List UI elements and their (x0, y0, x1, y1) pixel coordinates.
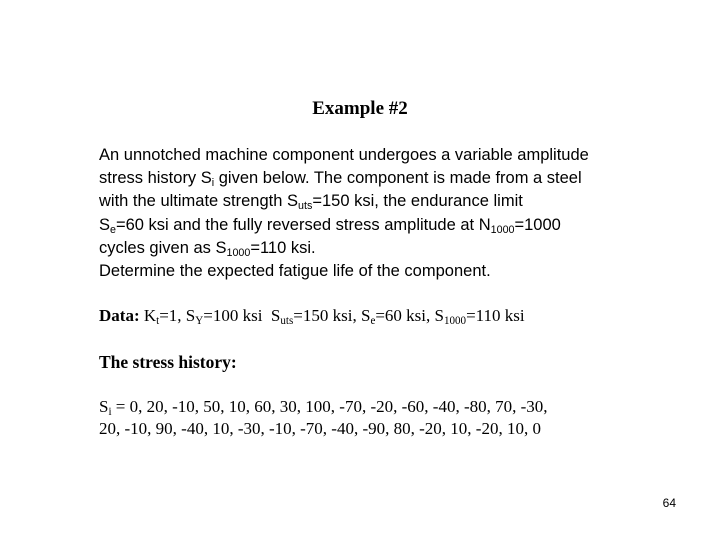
text-run: S (99, 397, 109, 416)
text-run: K (143, 306, 157, 325)
subscript: t (156, 315, 160, 327)
problem-line-1: An unnotched machine component undergoes a variable amplitude (99, 146, 589, 164)
subscript: i (108, 406, 112, 418)
problem-line-3 (99, 190, 659, 213)
text-run: =110 ksi. (250, 238, 316, 257)
stress-history-line-1 (99, 396, 548, 418)
text-run: stress history S (99, 169, 212, 188)
text-run: =100 ksi S (203, 306, 281, 325)
problem-line-6: Determine the expected fatigue life of the component. (99, 262, 491, 281)
text-run: S (99, 215, 111, 234)
stress-history-heading: The stress history: (99, 352, 237, 372)
text-run: =1000 (514, 215, 561, 234)
subscript: e (110, 223, 116, 236)
data-line (99, 306, 525, 326)
text-run: =110 ksi (466, 306, 525, 325)
subscript: Y (195, 315, 204, 327)
text-run: cycles given as S (99, 238, 227, 257)
subscript: 1000 (226, 246, 251, 259)
subscript: e (370, 315, 376, 327)
data-label: Data: (99, 306, 140, 325)
stress-history-values (99, 396, 548, 440)
text-run: given below. The component is made from a steel (214, 169, 582, 188)
problem-line-4 (99, 214, 659, 237)
text-run: = 0, 20, -10, 50, 10, 60, 30, 100, -70, -20, -60, -40, -80, 70, -30, (111, 397, 548, 416)
subscript: i (211, 177, 215, 190)
slide-title: Example #2 (312, 98, 408, 119)
subscript: uts (298, 200, 313, 213)
text-run: =150 ksi, S (293, 306, 371, 325)
text-run: with the ultimate strength S (99, 192, 299, 211)
text-run: =60 ksi and the fully reversed stress amplitude at N (115, 215, 491, 234)
page-number: 64 (662, 496, 676, 510)
problem-statement (99, 144, 659, 283)
text-run: =1, S (159, 306, 196, 325)
subscript: 1000 (490, 223, 515, 236)
problem-line-2 (99, 167, 659, 190)
subscript: uts (280, 315, 294, 327)
problem-line-5 (99, 237, 659, 260)
text-run: =150 ksi, the endurance limit (312, 192, 523, 211)
subscript: 1000 (443, 315, 467, 327)
stress-history-line-2: 20, -10, 90, -40, 10, -30, -10, -70, -40, -90, 80, -20, 10, -20, 10, 0 (99, 419, 541, 438)
text-run: =60 ksi, S (375, 306, 444, 325)
